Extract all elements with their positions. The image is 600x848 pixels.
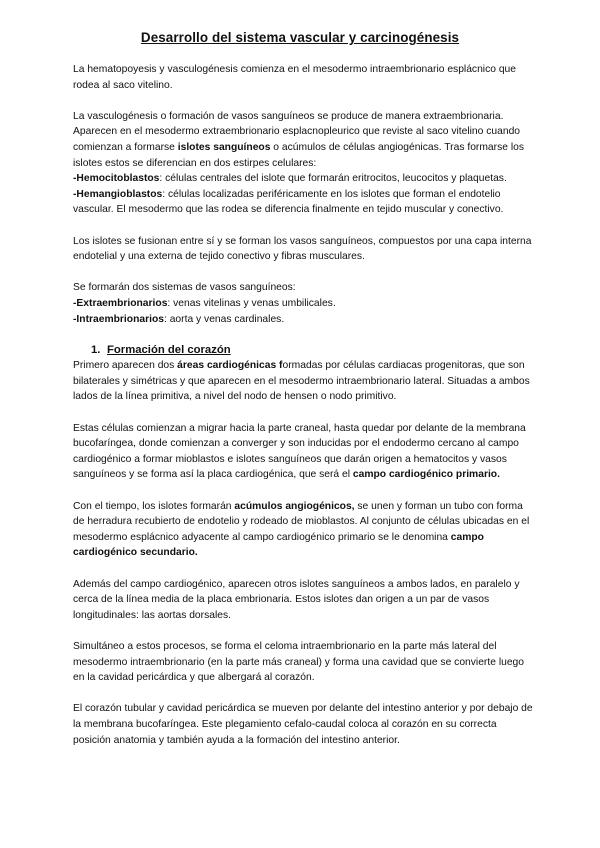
hemangioblastos-term: -Hemangioblastos <box>73 188 163 200</box>
acumulos-text-c: se unen y forman un tubo con forma de herradura recubierto de endotelio y rodeado de mioblastos. Al conjunto de células ubicadas en el mesodermo esplácnico adyacente al campo cardiogénico primario se le denomina <box>73 500 530 543</box>
campo-secundario-term: campo cardiogénico secundario. <box>73 531 484 559</box>
areas-cardiogenicas-paragraph <box>73 358 533 405</box>
intro-paragraph-1: La hematopoyesis y vasculogénesis comienza en el mesodermo intraembrionario esplácnico que rodea al saco vitelino. <box>73 64 517 91</box>
extraembrionarios-item <box>73 296 533 312</box>
campo-primario-term: campo cardiogénico primario. <box>352 469 500 481</box>
migracion-text-a: Estas células comienzan a migrar hacia la parte craneal, hasta quedar por delante de la membrana bucofaríngea, donde comienzan a converger y son inducidas por el endodermo cercano al campo cardiogénico a formar mioblastos e islotes sanguíneos que darán origen a hematocitos y vasos sanguíneos y se forma así la placa cardiogénica, que será el <box>73 422 526 481</box>
document-body <box>73 62 533 764</box>
section-1-heading <box>73 343 533 359</box>
document-title: Desarrollo del sistema vascular y carcinogénesis <box>140 30 460 45</box>
hemocitoblastos-text: : células centrales del islote que formarán eritrocitos, leucocitos y plaquetas. <box>159 173 507 185</box>
section-1-number: 1. <box>91 343 101 356</box>
areas-text-c: ormadas por células cardiacas progenitoras, que son bilaterales y simétricas y que aparecen en el mesodermo intraembrionario lateral. Situadas a ambos lados de la línea primitiva, a nivel del nodo de hensen o nodo primitivo. <box>73 360 530 403</box>
islotes-sanguineos-term: islotes sanguíneos <box>177 141 271 153</box>
hemocitoblastos-item <box>73 171 533 187</box>
vasculogenesis-paragraph <box>73 109 533 171</box>
intraembrionarios-text: : aorta y venas cardinales. <box>163 313 285 325</box>
extraembrionarios-term: -Extraembrionarios <box>73 297 168 309</box>
acumulos-angiogenicos-term: acúmulos angiogénicos, <box>234 500 355 512</box>
aortas-dorsales-paragraph: Además del campo cardiogénico, aparecen otros islotes sanguíneos a ambos lados, en paralelo y cerca de la línea media de la placa embrionaria. Estos islotes dan origen a un par de vasos longitudinales: las aortas dorsales. <box>73 578 520 621</box>
section-1-title: Formación del corazón <box>107 343 231 356</box>
areas-text-a: Primero aparecen dos <box>73 360 178 372</box>
hemangioblastos-item <box>73 187 533 218</box>
sistemas-intro: Se formarán dos sistemas de vasos sanguíneos: <box>73 282 296 294</box>
acumulos-paragraph <box>73 499 533 561</box>
acumulos-text-a: Con el tiempo, los islotes formarán <box>73 500 235 512</box>
islotes-fusion-paragraph: Los islotes se fusionan entre sí y se forman los vasos sanguíneos, compuestos por una capa interna endotelial y una externa de tejido conectivo y fibras musculares. <box>73 235 532 263</box>
hemangioblastos-text: : células localizadas periféricamente en los islotes que forman el endotelio vascular. El mesodermo que las rodea se diferencia finalmente en tejido muscular y conectivo. <box>73 188 504 216</box>
intraembrionarios-term: -Intraembrionarios <box>73 313 164 325</box>
plegamiento-paragraph: El corazón tubular y cavidad pericárdica se mueven por delante del intestino anterior y por debajo de la membrana bucofaríngea. Este plegamiento cefalo-caudal coloca al corazón en su correcta posición anatomia y también ayuda a la formación del intestino anterior. <box>73 703 533 746</box>
vasculogenesis-text-c: o acúmulos de células angiogénicas. Tras formarse los islotes estos se diferencian en dos estirpes celulares: <box>73 141 524 169</box>
migracion-paragraph <box>73 421 533 483</box>
hemocitoblastos-term: -Hemocitoblastos <box>73 173 160 185</box>
vasculogenesis-text-a: La vasculogénesis o formación de vasos sanguíneos se produce de manera extraembrionaria. Aparecen en el mesodermo extraembrionario esplacnopleurico que reviste al saco vitelino cuando comienzan a formarse <box>73 110 521 153</box>
extraembrionarios-text: : venas vitelinas y venas umbilicales. <box>167 297 336 309</box>
areas-cardiogenicas-term: áreas cardiogénicas f <box>177 360 283 372</box>
celoma-paragraph: Simultáneo a estos procesos, se forma el celoma intraembrionario en la parte más lateral del mesodermo intraembrionario (en la parte más craneal) y forma una cavidad que se convierte luego en la cavidad pericárdica y que albergará al corazón. <box>73 640 525 684</box>
intraembrionarios-item <box>73 312 533 328</box>
